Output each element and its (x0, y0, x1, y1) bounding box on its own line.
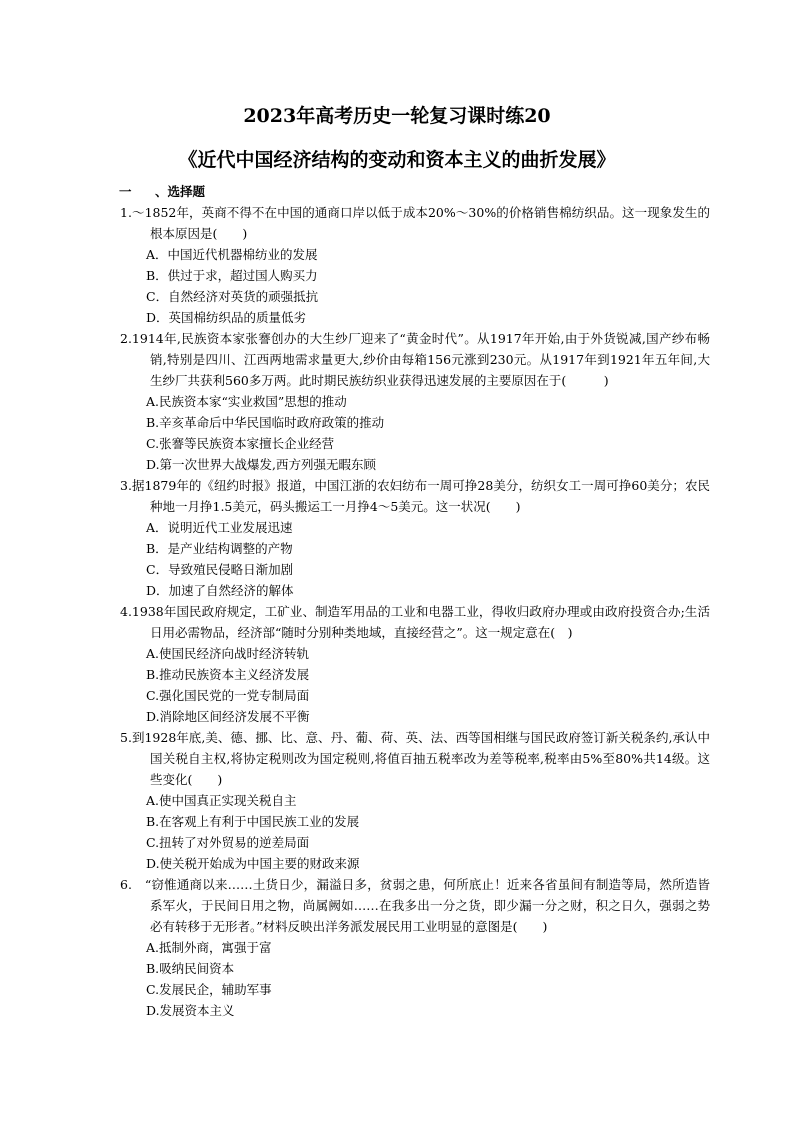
option-b: B.辛亥革命后中华民国临时政府政策的推动 (146, 415, 385, 430)
option-a: A．说明近代工业发展迅速 (146, 520, 293, 535)
option-c: C．导致殖民侵略日渐加剧 (146, 562, 294, 577)
option-a: A．中国近代机器棉纺业的发展 (146, 247, 318, 262)
option-b: B.吸纳民间资本 (146, 961, 235, 976)
question (120, 202, 710, 328)
question-stem: 6. “窃惟通商以来……土货日少，漏溢日多，贫弱之患，何所底止！近来各省虽间有制造等局，然所造皆系军火，于民间日用之物，尚属阙如……在我多出一分之货，即少漏一分之财，积之日久，强弱之势必有转移于无形者。”材料反映出洋务派发展民用工业明显的意图是( ) (120, 877, 710, 934)
option-a: A.民族资本家“实业救国”思想的推动 (146, 394, 347, 409)
question (120, 601, 710, 727)
option-d: D．英国棉纺织品的质量低劣 (146, 310, 307, 325)
question-stem: 5.到1928年底,美、德、挪、比、意、丹、葡、荷、英、法、西等国相继与国民政府签订新关税条约,承认中国关税自主权,将协定税则改为国定税则,将值百抽五税率改为差等税率,税率由5%至80%共14级。这些变化( ) (120, 730, 710, 787)
question-stem: 4.1938年国民政府规定，工矿业、制造军用品的工业和电器工业，得收归政府办理或由政府投资合办;生活日用必需物品，经济部“随时分别种类地域，直接经营之”。这一规定意在( ) (120, 604, 710, 640)
option-a: A.使中国真正实现关税自主 (146, 793, 297, 808)
option-d: D.使关税开始成为中国主要的财政来源 (146, 856, 360, 871)
option-d: D.第一次世界大战爆发,西方列强无暇东顾 (146, 457, 377, 472)
option-b: B.推动民族资本主义经济发展 (146, 667, 310, 682)
section-number: 一 (119, 184, 132, 199)
option-d: D.发展资本主义 (146, 1003, 235, 1018)
question (120, 727, 710, 874)
option-d: D.消除地区间经济发展不平衡 (146, 709, 310, 724)
option-b: B.在客观上有利于中国民族工业的发展 (146, 814, 360, 829)
option-d: D．加速了自然经济的解体 (146, 583, 294, 598)
option-a: A.使国民经济向战时经济转轨 (146, 646, 310, 661)
option-c: C.强化国民党的一党专制局面 (146, 688, 310, 703)
option-c: C.发展民企，辅助军事 (146, 982, 272, 997)
option-c: C.扭转了对外贸易的逆差局面 (146, 835, 310, 850)
question-stem: 2.1914年,民族资本家张謇创办的大生纱厂迎来了“黄金时代”。从1917年开始,由于外货锐减,国产纱布畅销,特别是四川、江西两地需求量更大,纱价由每箱156元涨到230元。从1917年到1921年五年间,大生纱厂共获利560多万两。此时期民族纺织业获得迅速发展的主要原因在于( ) (120, 331, 710, 388)
section-label: 、选择题 (155, 184, 206, 199)
question (120, 328, 710, 475)
question-list (120, 181, 710, 1021)
section-heading (119, 181, 710, 202)
doc-subtitle: 《近代中国经济结构的变动和资本主义的曲折发展》 (178, 149, 616, 171)
option-c: C．自然经济对英货的顽强抵抗 (146, 289, 319, 304)
question-stem: 3.据1879年的《纽约时报》报道，中国江浙的农妇纺布一周可挣28美分，纺织女工一周可挣60美分；农民种地一月挣1.5美元，码头搬运工一月挣4～5美元。这一状况( ) (120, 478, 710, 514)
question (120, 874, 710, 1021)
question (120, 475, 710, 601)
option-a: A.抵制外商，寓强于富 (146, 940, 272, 955)
option-c: C.张謇等民族资本家擅长企业经营 (146, 436, 335, 451)
option-b: B．是产业结构调整的产物 (146, 541, 293, 556)
option-b: B．供过于求，超过国人购买力 (146, 268, 318, 283)
question-stem: 1.～1852年，英商不得不在中国的通商口岸以低于成本20%～30%的价格销售棉纺织品。这一现象发生的根本原因是( ) (120, 205, 710, 241)
doc-title: 2023年高考历史一轮复习课时练20 (243, 105, 551, 127)
